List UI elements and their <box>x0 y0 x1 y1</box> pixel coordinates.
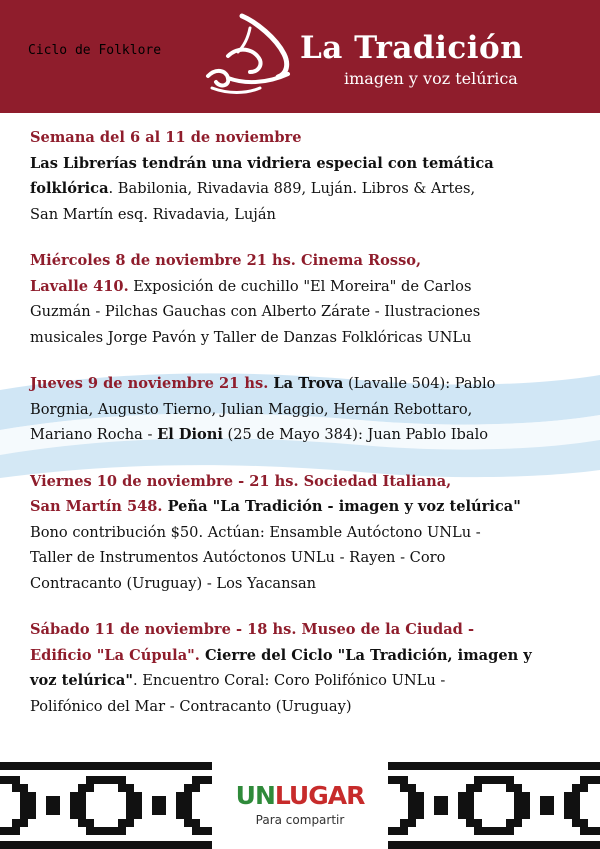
footer <box>0 762 600 849</box>
event-line <box>30 643 590 669</box>
event-highlight-text: voz telúrica" <box>30 672 133 689</box>
event-item <box>30 617 590 719</box>
gaucho-hat-logo-icon <box>198 8 298 106</box>
sponsor-logo <box>212 782 388 827</box>
event-heading-text: Jueves 9 de noviembre 21 hs. <box>30 375 269 392</box>
event-line <box>30 325 590 351</box>
event-line <box>30 176 590 202</box>
event-text: Bono contribución $50. Actúan: Ensamble Autóctono UNLu - <box>30 523 481 541</box>
event-heading-text: Edificio "La Cúpula". <box>30 646 200 664</box>
event-line <box>30 125 590 151</box>
event-highlight-text: folklórica <box>30 180 109 197</box>
cycle-label: Ciclo de Folklore <box>28 43 162 58</box>
event-heading-text: Viernes 10 de noviembre - 21 hs. Sociedad Italiana, <box>30 472 452 490</box>
event-line <box>30 545 590 571</box>
event-line <box>30 151 590 177</box>
event-text: Taller de Instrumentos Autóctonos UNLu - Rayen - Coro <box>30 549 446 566</box>
event-line <box>30 668 590 694</box>
event-item <box>30 371 590 448</box>
sponsor-name-suffix: LUGAR <box>274 781 365 810</box>
event-item <box>30 469 590 597</box>
event-text: Contracanto (Uruguay) - Los Yacansan <box>30 574 317 592</box>
event-line <box>30 397 590 423</box>
event-line <box>30 469 590 495</box>
brand-subtitle: imagen y voz telúrica <box>344 69 518 88</box>
andean-weave-pattern-right <box>388 762 600 849</box>
event-highlight-text: Peña "La Tradición - imagen y voz telúrica" <box>162 498 521 515</box>
event-heading-text: Sábado 11 de noviembre - 18 hs. Museo de la Ciudad - <box>30 621 475 638</box>
event-line <box>30 274 590 300</box>
event-highlight-text: La Trova <box>268 375 344 392</box>
event-heading-text: San Martín 548. <box>30 498 163 515</box>
event-line <box>30 571 590 597</box>
event-list <box>30 125 590 740</box>
event-text: San Martín esq. Rivadavia, Luján <box>30 205 276 223</box>
sponsor-tagline: Para compartir <box>255 813 345 827</box>
event-highlight-text: Las Librerías tendrán una vidriera especial con temática <box>30 154 494 172</box>
event-text: (Lavalle 504): Pablo <box>343 375 496 392</box>
event-text: Mariano Rocha - <box>30 426 158 443</box>
event-item <box>30 248 590 350</box>
event-line <box>30 248 590 274</box>
event-line <box>30 299 590 325</box>
andean-weave-pattern-left <box>0 762 212 849</box>
event-heading-text: Miércoles 8 de noviembre 21 hs. Cinema Rosso, <box>30 252 422 269</box>
header-banner <box>0 0 600 113</box>
event-heading-text: Semana del 6 al 11 de noviembre <box>30 129 302 146</box>
event-text: . Babilonia, Rivadavia 889, Luján. Libros & Artes, <box>108 180 476 197</box>
event-text: musicales Jorge Pavón y Taller de Danzas Folklóricas UNLu <box>30 328 472 346</box>
sponsor-name-prefix: UN <box>235 781 275 810</box>
event-line <box>30 202 590 228</box>
event-text: (25 de Mayo 384): Juan Pablo Ibalo <box>222 426 489 443</box>
event-line <box>30 371 590 397</box>
event-text: . Encuentro Coral: Coro Polifónico UNLu - <box>132 672 446 689</box>
event-highlight-text: El Dioni <box>157 426 223 443</box>
event-line <box>30 494 590 520</box>
event-line <box>30 694 590 720</box>
event-text: Guzmán - Pilchas Gauchas con Alberto Zárate - Ilustraciones <box>30 303 481 320</box>
event-heading-text: Lavalle 410. <box>30 277 129 295</box>
event-text: Borgnia, Augusto Tierno, Julian Maggio, Hernán Rebottaro, <box>30 400 473 418</box>
event-text: Exposición de cuchillo "El Moreira" de Carlos <box>128 277 472 295</box>
event-text: Polifónico del Mar - Contracanto (Uruguay) <box>30 697 352 715</box>
event-line <box>30 422 590 448</box>
event-line <box>30 520 590 546</box>
event-item <box>30 125 590 227</box>
event-highlight-text: Cierre del Ciclo "La Tradición, imagen y <box>199 646 532 664</box>
event-line <box>30 617 590 643</box>
brand-title: La Tradición <box>300 30 524 66</box>
